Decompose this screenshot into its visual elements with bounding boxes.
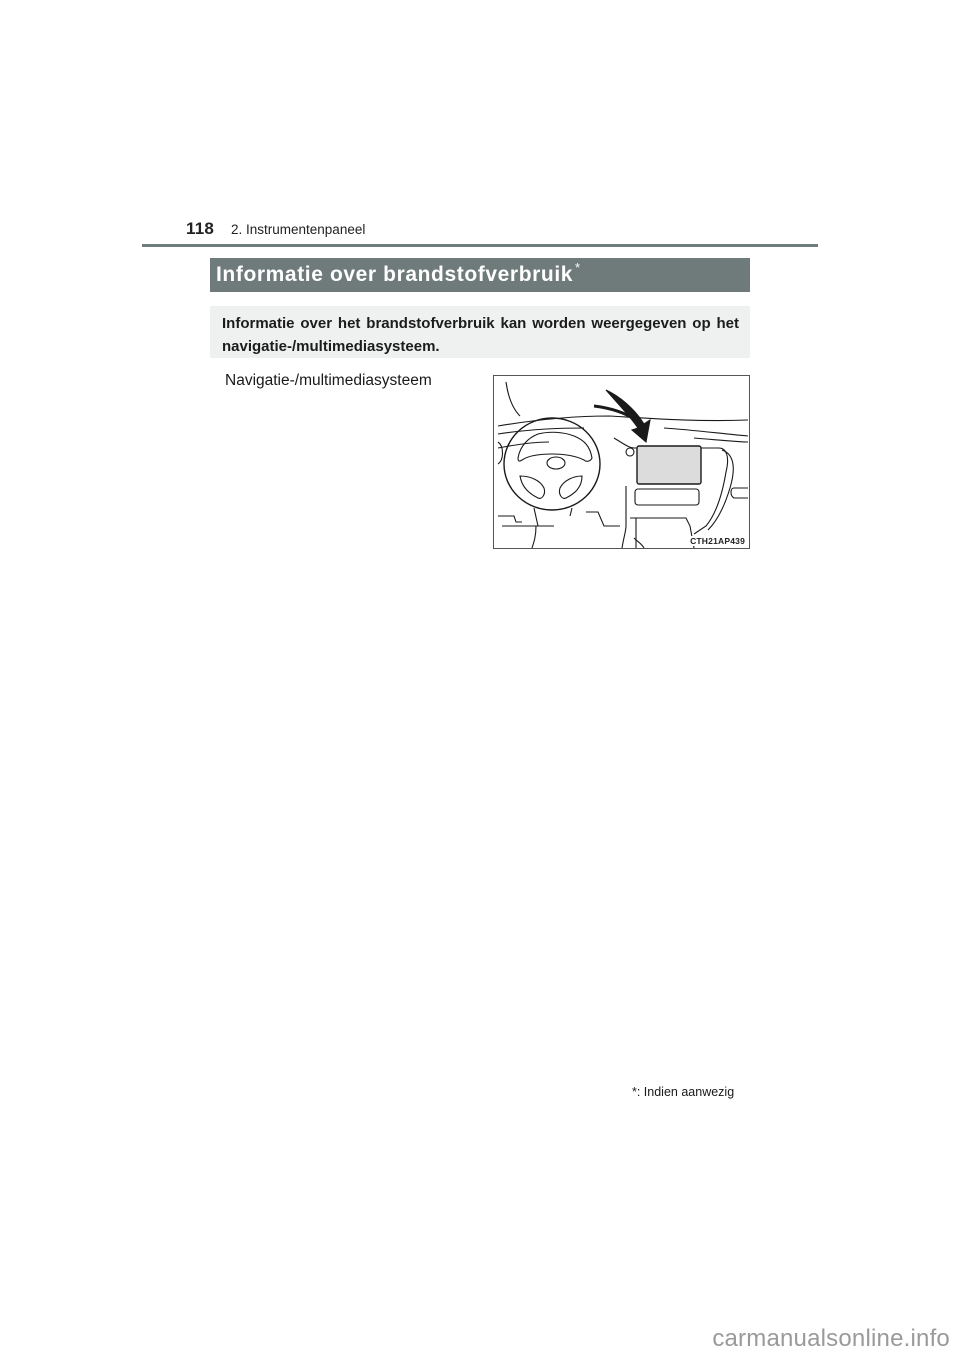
summary-box bbox=[210, 306, 750, 358]
section-title: 2. Instrumentenpaneel bbox=[231, 222, 366, 237]
availability-marker: * bbox=[575, 260, 581, 275]
page-number: 118 bbox=[186, 219, 215, 238]
figure-caption: Navigatie-/multimediasysteem bbox=[225, 372, 432, 389]
footnote: *: Indien aanwezig bbox=[632, 1085, 735, 1099]
page-title: Informatie over brandstofverbruik bbox=[216, 263, 574, 286]
section-title-bar bbox=[210, 258, 750, 292]
watermark[interactable]: carmanualsonline.info bbox=[712, 1325, 950, 1352]
dashboard-illustration bbox=[493, 375, 750, 549]
summary-text: Informatie over het brandstofverbruik kan worden weergegeven op het navigatie-/multimediasysteem. bbox=[222, 315, 739, 355]
figure-code: CTH21AP439 bbox=[690, 536, 745, 546]
header-divider bbox=[142, 244, 818, 247]
dashboard-drawing bbox=[494, 376, 749, 548]
